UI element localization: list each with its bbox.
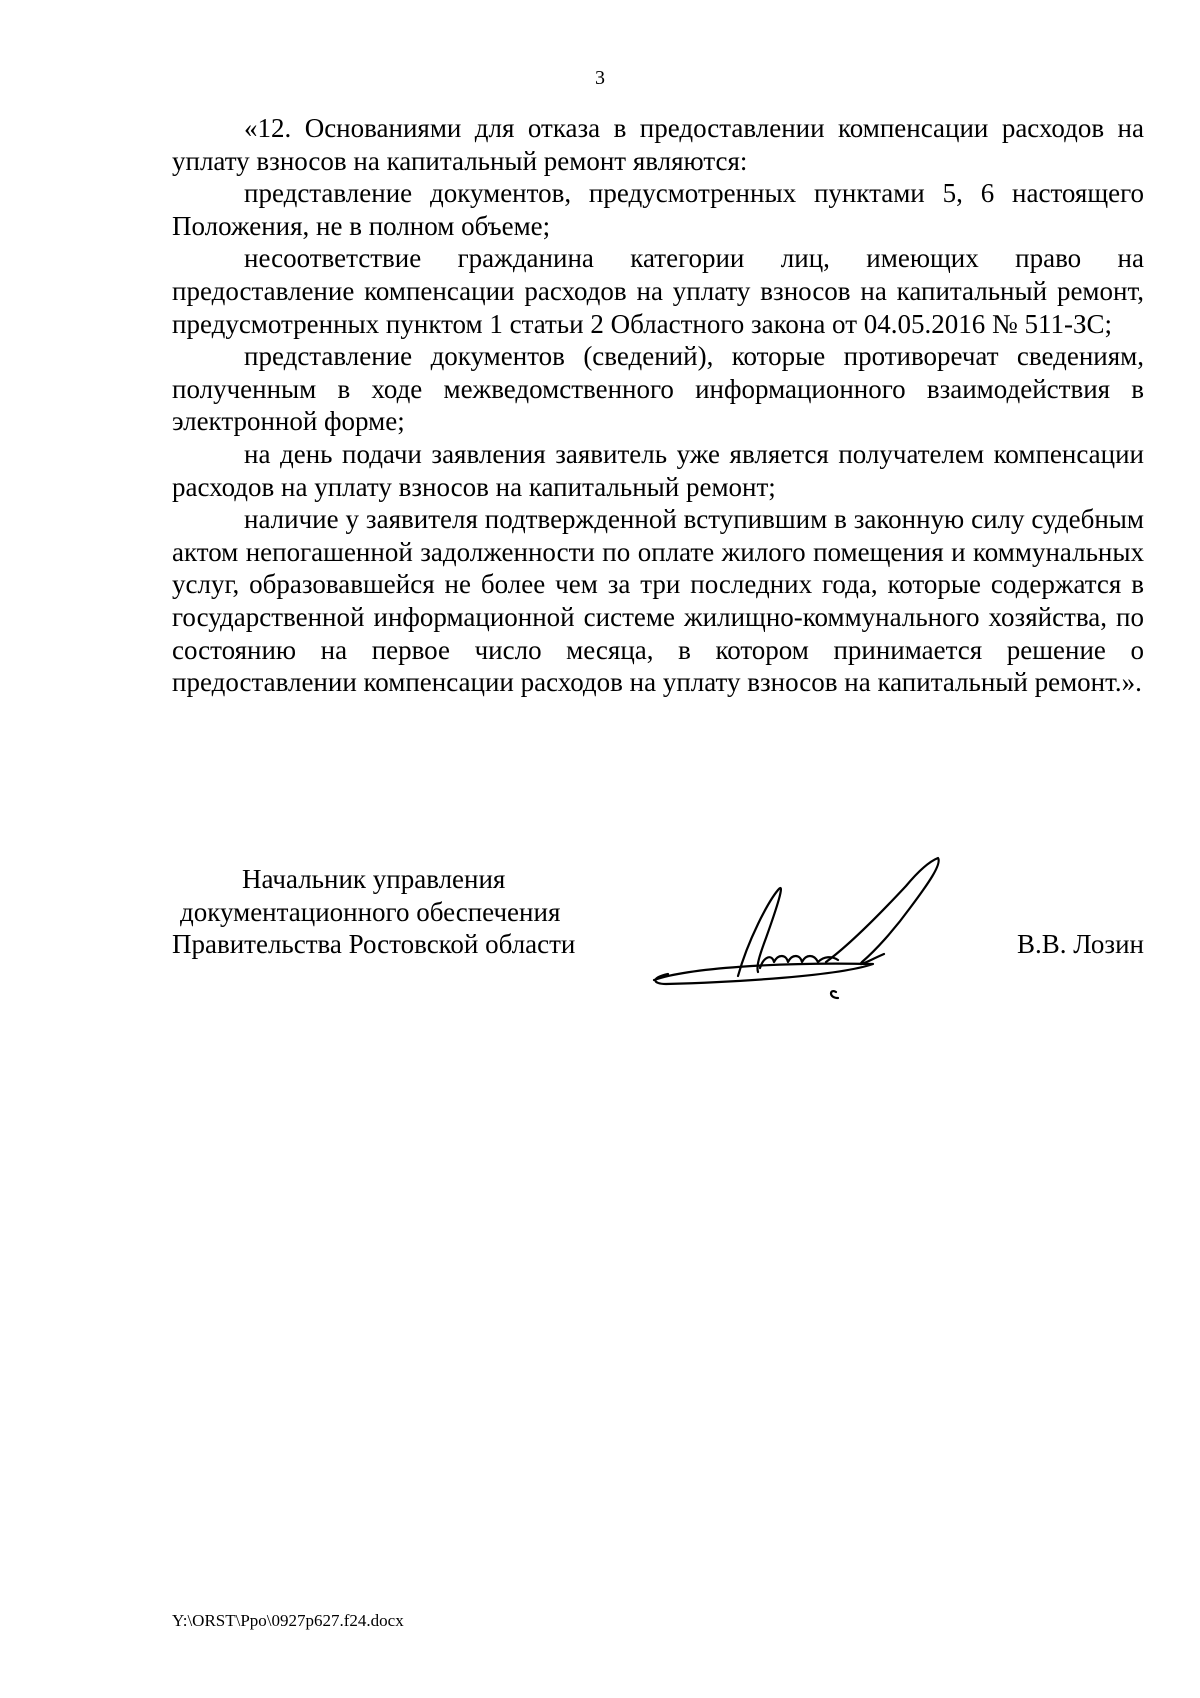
document-body [172,112,1144,699]
signature-stroke [654,964,873,984]
signatory-title-line: Начальник управления [242,864,506,894]
footer-file-path: Y:\ORST\Ppo\0927p627.f24.docx [172,1611,404,1630]
paragraph-already-recipient: на день подачи заявления заявитель уже является получателем компенсации расходов на уплату взносов на капитальный ремонт; [172,438,1144,502]
signatory-title-line: документационного обеспечения [180,896,561,927]
page-number: 3 [595,67,605,89]
handwritten-signature-icon [648,850,988,1000]
signatory-title-line: Правительства Ростовской области [172,929,576,960]
paragraph-incomplete-documents: представление документов, предусмотренных пунктами 5, 6 настоящего Положения, не в полном объеме; [172,178,1144,241]
signatory-name: В.В. Лозин [1017,929,1144,959]
paragraph-contradicting-info: представление документов (сведений), которые противоречат сведениям, полученным в ходе межведомственного информационного взаимодействия в электронной форме; [172,341,1144,437]
signature-stroke [831,991,838,998]
paragraph-category-mismatch: несоответствие гражданина категории лиц, имеющих право на предоставление компенсации расходов на уплату взносов на капитальный ремонт, предусмотренных пунктом 1 статьи 2 Областного закона от 04.05.2016 № 511-ЗС; [172,243,1144,339]
paragraph-debt: наличие у заявителя подтвержденной вступившим в законную силу судебным актом непогашенной задолженности по оплате жилого помещения и коммунальных услуг, образовавшейся не более чем за три последних года, которые содержатся в государственной информационной системе жилищно-коммунального хозяйства, по состоянию на первое число месяца, в котором принимается решение о предоставлении компенсации расходов на уплату взносов на капитальный ремонт.». [172,504,1144,698]
paragraph-grounds-intro: «12. Основаниями для отказа в предоставлении компенсации расходов на уплату взносов на капитальный ремонт являются: [172,113,1144,176]
signatory-title [172,863,612,961]
signature-stroke [826,858,939,964]
